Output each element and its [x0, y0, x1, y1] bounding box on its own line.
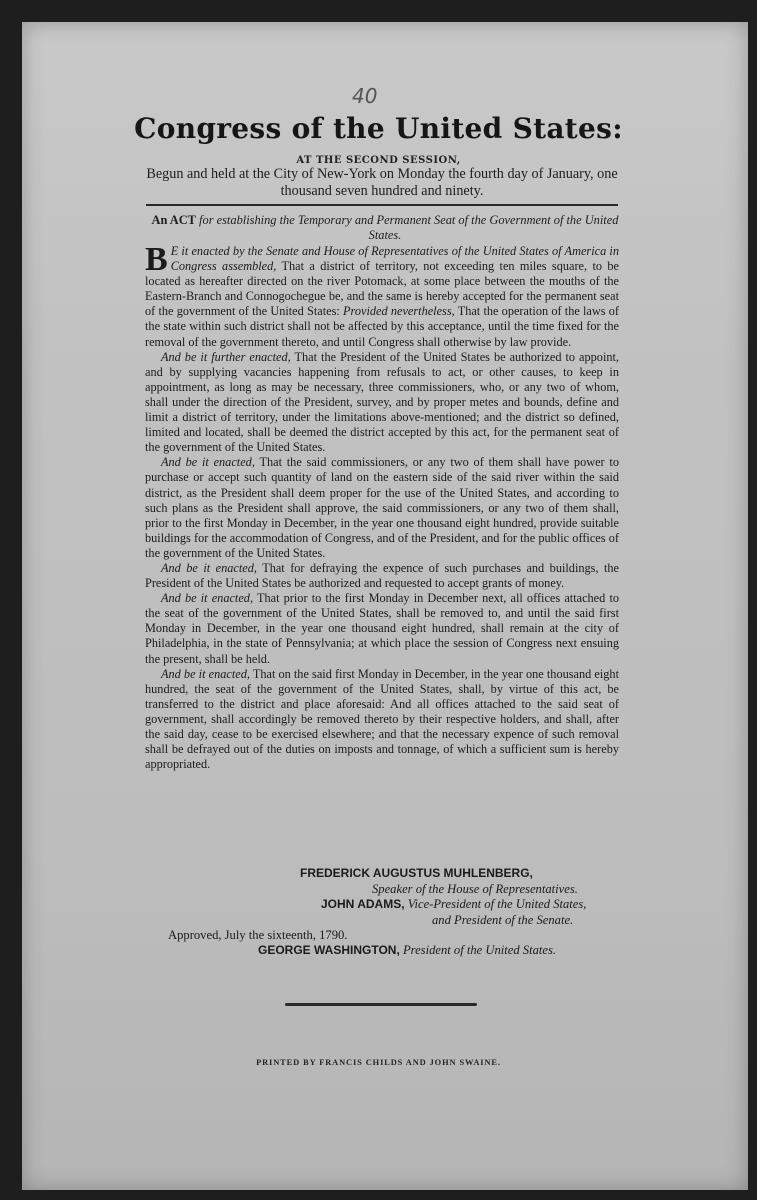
section-6-text: That on the said first Monday in December, in the year one thousand eight hundred, the seat of the government of the United States, shall, by virtue of this act, be transferred to the district and place aforesaid: And all offices attached to the said seat of government, shall accordingly be removed thereto by their respective holders, and shall, after the said day, cease to be exercised elsewhere; and that the necessary expence of such removal shall be defrayed out of the duties on imposts and tonnage, of which a sufficient sum is hereby appropriated.	[145, 666, 619, 772]
president-signature	[258, 943, 556, 958]
section-4-text: That for defraying the expence of such purchases and buildings, the President of the United States be authorized and requested to accept grants of money.	[145, 560, 620, 591]
closing-rule	[285, 1003, 477, 1006]
session-line: AT THE SECOND SESSION,	[296, 155, 461, 166]
act-body	[145, 241, 620, 772]
act-title-lead: An ACT	[151, 213, 196, 227]
section-1-text-b: That the operation of the laws of the state within such district shall not be affected by this acceptance, until the time fixed for the removal of the government thereto, and until Congress shall otherwise by law provide.	[145, 304, 620, 349]
speaker-title-line	[372, 882, 578, 897]
enacting-clause: E it enacted by the Senate and House of Representatives of the United States of America in Congress assembled,	[170, 244, 619, 274]
drop-cap: B	[145, 241, 168, 278]
section-5	[145, 591, 619, 666]
vp-title: Vice-President of the United States,	[407, 897, 587, 911]
act-title	[150, 213, 620, 243]
proviso: Provided nevertheless,	[343, 304, 455, 319]
header-rule	[146, 204, 618, 206]
vp-signature	[321, 897, 586, 912]
section-5-intro: And be it enacted,	[161, 591, 254, 606]
president-title: President of the United States.	[402, 943, 557, 957]
section-2-intro: And be it further enacted,	[161, 349, 291, 364]
president-name: GEORGE WASHINGTON,	[258, 943, 400, 957]
approval-line	[168, 928, 347, 943]
section-4	[145, 561, 619, 591]
section-2	[145, 350, 619, 456]
section-4-intro: And be it enacted,	[161, 560, 257, 575]
printer-imprint: PRINTED BY FRANCIS CHILDS AND JOHN SWAINE.	[256, 1058, 501, 1067]
section-1-text-a: That a district of territory, not exceeding ten miles square, to be located as hereafter directed on the river Potomack, at some place between the mouths of the Eastern-Branch and Connogochegue be, and the same is hereby accepted for the permanent seat of the government of the United States:	[145, 259, 619, 319]
section-6-intro: And be it enacted,	[161, 666, 250, 681]
vp-title-line-2	[432, 913, 573, 928]
section-1	[145, 241, 620, 350]
vp-name: JOHN ADAMS,	[321, 897, 405, 911]
session-date-line: Begun and held at the City of New-York on Monday the fourth day of January, one thousand seven hundred and ninety.	[146, 166, 618, 199]
section-3-text: That the said commissioners, or any two of them shall have power to purchase or accept such quantity of land on the eastern side of the said river within the said district, as the President shall deem proper for the use of the United States, and according to such plans as the President shall approve, the said commissioners, or any two of them shall, prior to the first Monday in December, in the year one thousand eight hundred, provide suitable buildings for the accommodation of Congress, and of the President, and for the public offices of the government of the United States.	[145, 455, 619, 560]
section-5-text: That prior to the first Monday in December next, all offices attached to the seat of the government of the United States, shall be removed to, and until the said first Monday in December, in the year one thousand eight hundred, shall remain at the city of Philadelphia, in the state of Pennsylvania; at which place the session of Congress next ensuing the present, shall be held.	[145, 591, 620, 666]
section-2-text: That the President of the United States be authorized to appoint, and by supplying vacancies happening from refusals to act, or other causes, to keep in appointment, as long as may be necessary, three commissioners, who, or any two of whom, shall under the direction of the President, survey, and by proper metes and bounds, define and limit a district of territory, under the limitations above-mentioned; and the district so defined, limited and located, shall be deemed the district accepted by this act, for the permanent seat of the government of the United States.	[145, 349, 619, 455]
section-3-intro: And be it enacted,	[161, 455, 255, 470]
approval-date: Approved, July the sixteenth, 1790.	[168, 928, 348, 942]
section-3	[145, 455, 619, 561]
pencil-page-number: 40	[352, 84, 378, 108]
speaker-title: Speaker of the House of Representatives.	[372, 882, 578, 896]
document-title: Congress of the United States:	[134, 112, 623, 145]
section-6	[145, 667, 619, 773]
speaker-name: FREDERICK AUGUSTUS MUHLENBERG,	[300, 866, 533, 880]
vp-title-2: and President of the Senate.	[432, 913, 574, 927]
speaker-signature	[300, 866, 533, 881]
act-title-rest: for establishing the Temporary and Permanent Seat of the Government of the United States.	[195, 213, 619, 242]
